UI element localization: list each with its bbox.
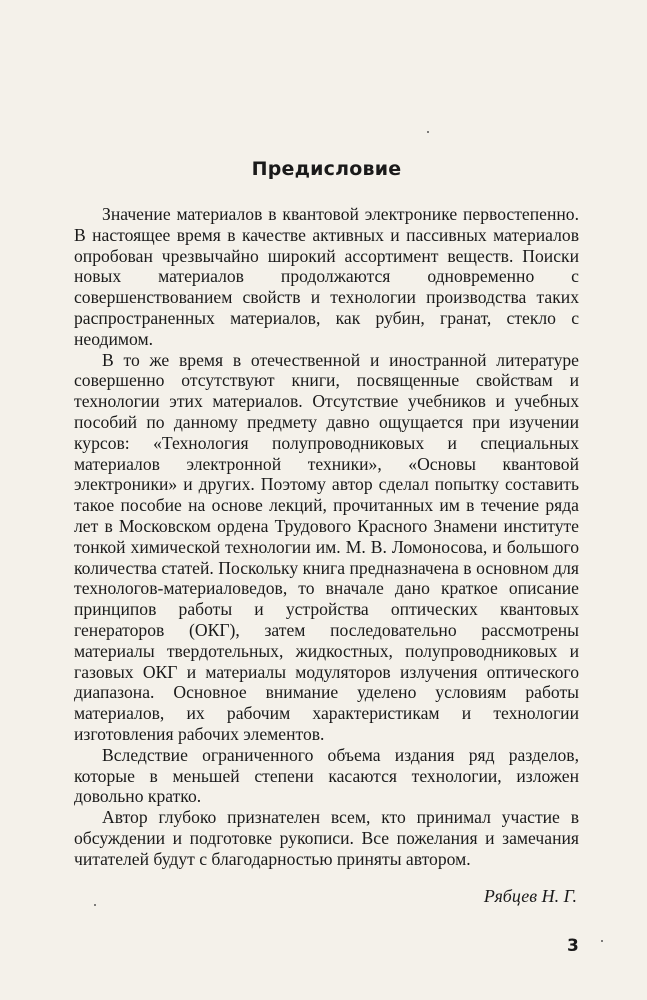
- print-speck: [427, 131, 429, 133]
- page-number: 3: [567, 936, 579, 956]
- preface-text: [74, 204, 579, 870]
- author-signature: Рябцев Н. Г.: [483, 886, 577, 906]
- paragraph: Автор глубоко признателен всем, кто принимал участие в обсуждении и подготовке рукописи. Все пожелания и замечания читателей будут с благодарностью приняты автором.: [74, 807, 579, 869]
- paragraph: Значение материалов в квантовой электронике первостепенно. В настоящее время в качестве активных и пассивных материалов опробован чрезвычайно широкий ассортимент веществ. Поиски новых материалов продолжаются одновременно с совершенствованием свойств и технологии производства таких распространенных материалов, как рубин, гранат, стекло с неодимом.: [74, 204, 579, 349]
- print-speck: [601, 940, 603, 942]
- print-speck: [94, 904, 96, 906]
- paragraph: В то же время в отечественной и иностранной литературе совершенно отсутствуют книги, посвященные свойствам и технологии этих материалов. Отсутствие учебников и учебных пособий по данному предмету давно ощущается при изучении курсов: «Технология полупроводниковых и специальных материалов электронной техники», «Основы квантовой электроники» и других. Поэтому автор сделал попытку составить такое пособие на основе лекций, прочитанных им в течение ряда лет в Московском ордена Трудового Красного Знамени институте тонкой химической технологии им. М. В. Ломоносова, и большого количества статей. Поскольку книга предназначена в основном для технологов-материаловедов, то вначале дано краткое описание принципов работы и устройства оптических квантовых генераторов (ОКГ), затем последовательно рассмотрены материалы твердотельных, жидкостных, полупроводниковых и газовых ОКГ и материалы модуляторов излучения оптического диапазона. Основное внимание уделено условиям работы материалов, их рабочим характеристикам и технологии изготовления рабочих элементов.: [74, 349, 579, 744]
- paragraph: Вследствие ограниченного объема издания ряд разделов, которые в меньшей степени касаются технологии, изложен довольно кратко.: [74, 744, 579, 807]
- page-title: Предисловие: [251, 158, 402, 180]
